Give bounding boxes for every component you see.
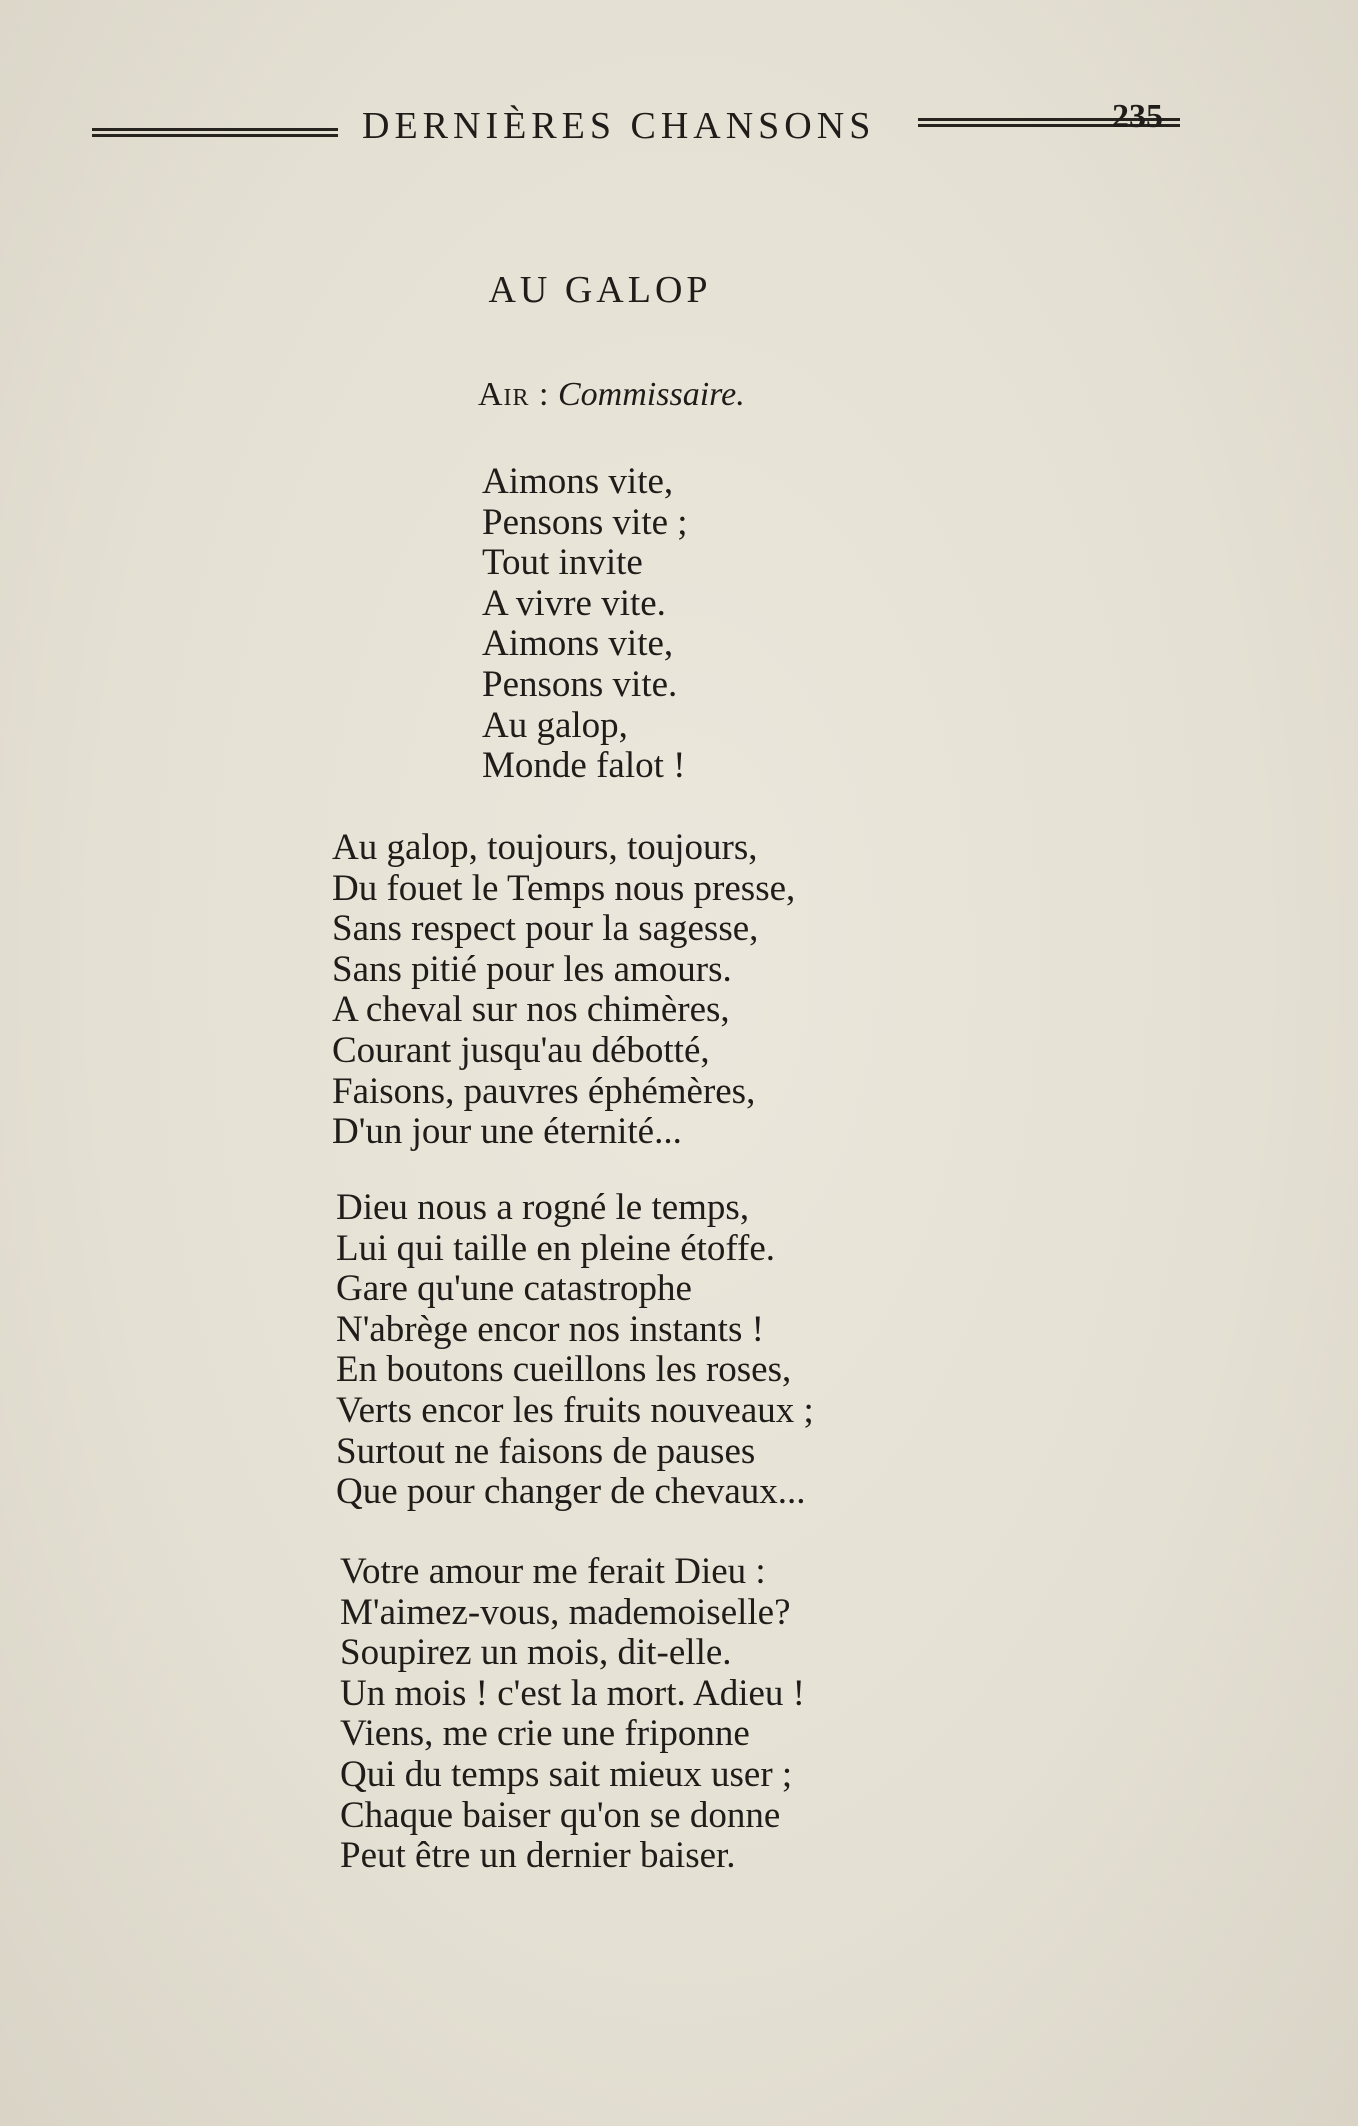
verse-line: Lui qui taille en pleine étoffe. [336, 1227, 776, 1269]
verse-line: A vivre vite. [482, 582, 666, 624]
verse-line: Un mois ! c'est la mort. Adieu ! [340, 1672, 805, 1714]
verse-line: Chaque baiser qu'on se donne [340, 1794, 781, 1836]
verse-line: Pensons vite ; [482, 501, 688, 543]
verse-line: Aimons vite, [482, 461, 674, 502]
verse-line: Viens, me crie une friponne [340, 1713, 750, 1755]
verse-line: Aimons vite, [482, 623, 674, 665]
verse-line: Votre amour me ferait Dieu : [340, 1551, 766, 1592]
air-indication [478, 376, 745, 414]
verse-line: A cheval sur nos chimères, [332, 989, 730, 1031]
refrain [482, 462, 688, 787]
air-label: Air : [478, 376, 550, 413]
verse-line: Au galop, [482, 704, 628, 746]
verse-line: Au galop, toujours, toujours, [332, 827, 758, 868]
verse-line: Courant jusqu'au débotté, [332, 1029, 710, 1071]
page-number: 235 [1112, 98, 1163, 135]
verse-line: Dieu nous a rogné le temps, [336, 1187, 750, 1228]
verse-line: Monde falot ! [482, 745, 686, 787]
poem-title: AU GALOP [488, 269, 712, 311]
verse-line: M'aimez-vous, mademoiselle? [340, 1591, 791, 1633]
running-title: DERNIÈRES CHANSONS [362, 105, 876, 147]
verse-line: Gare qu'une catastrophe [336, 1268, 692, 1310]
verse-line: Du fouet le Temps nous presse, [332, 867, 796, 909]
verse-line: Peut être un dernier baiser. [340, 1835, 736, 1877]
air-tune: Commissaire. [558, 376, 745, 413]
verse-line: En boutons cueillons les roses, [336, 1349, 792, 1391]
verse-line: Verts encor les fruits nouveaux ; [336, 1389, 814, 1431]
verse-line: D'un jour une éternité... [332, 1111, 682, 1153]
verse-line: Pensons vite. [482, 663, 678, 705]
verse-line: Surtout ne faisons de pauses [336, 1430, 756, 1472]
verse-line: Faisons, pauvres éphémères, [332, 1070, 756, 1112]
verse-line: Sans respect pour la sagesse, [332, 908, 759, 950]
header-rule-left [92, 128, 338, 137]
verse-line: N'abrège encor nos instants ! [336, 1308, 764, 1350]
stanza-2 [336, 1188, 814, 1513]
verse-line: Que pour changer de chevaux... [336, 1471, 806, 1513]
stanza-1 [332, 828, 795, 1153]
verse-line: Soupirez un mois, dit-elle. [340, 1632, 732, 1674]
verse-line: Qui du temps sait mieux user ; [340, 1753, 793, 1795]
running-header [92, 100, 1177, 150]
verse-line: Sans pitié pour les amours. [332, 948, 732, 990]
stanza-3 [340, 1552, 805, 1877]
verse-line: Tout invite [482, 542, 643, 584]
